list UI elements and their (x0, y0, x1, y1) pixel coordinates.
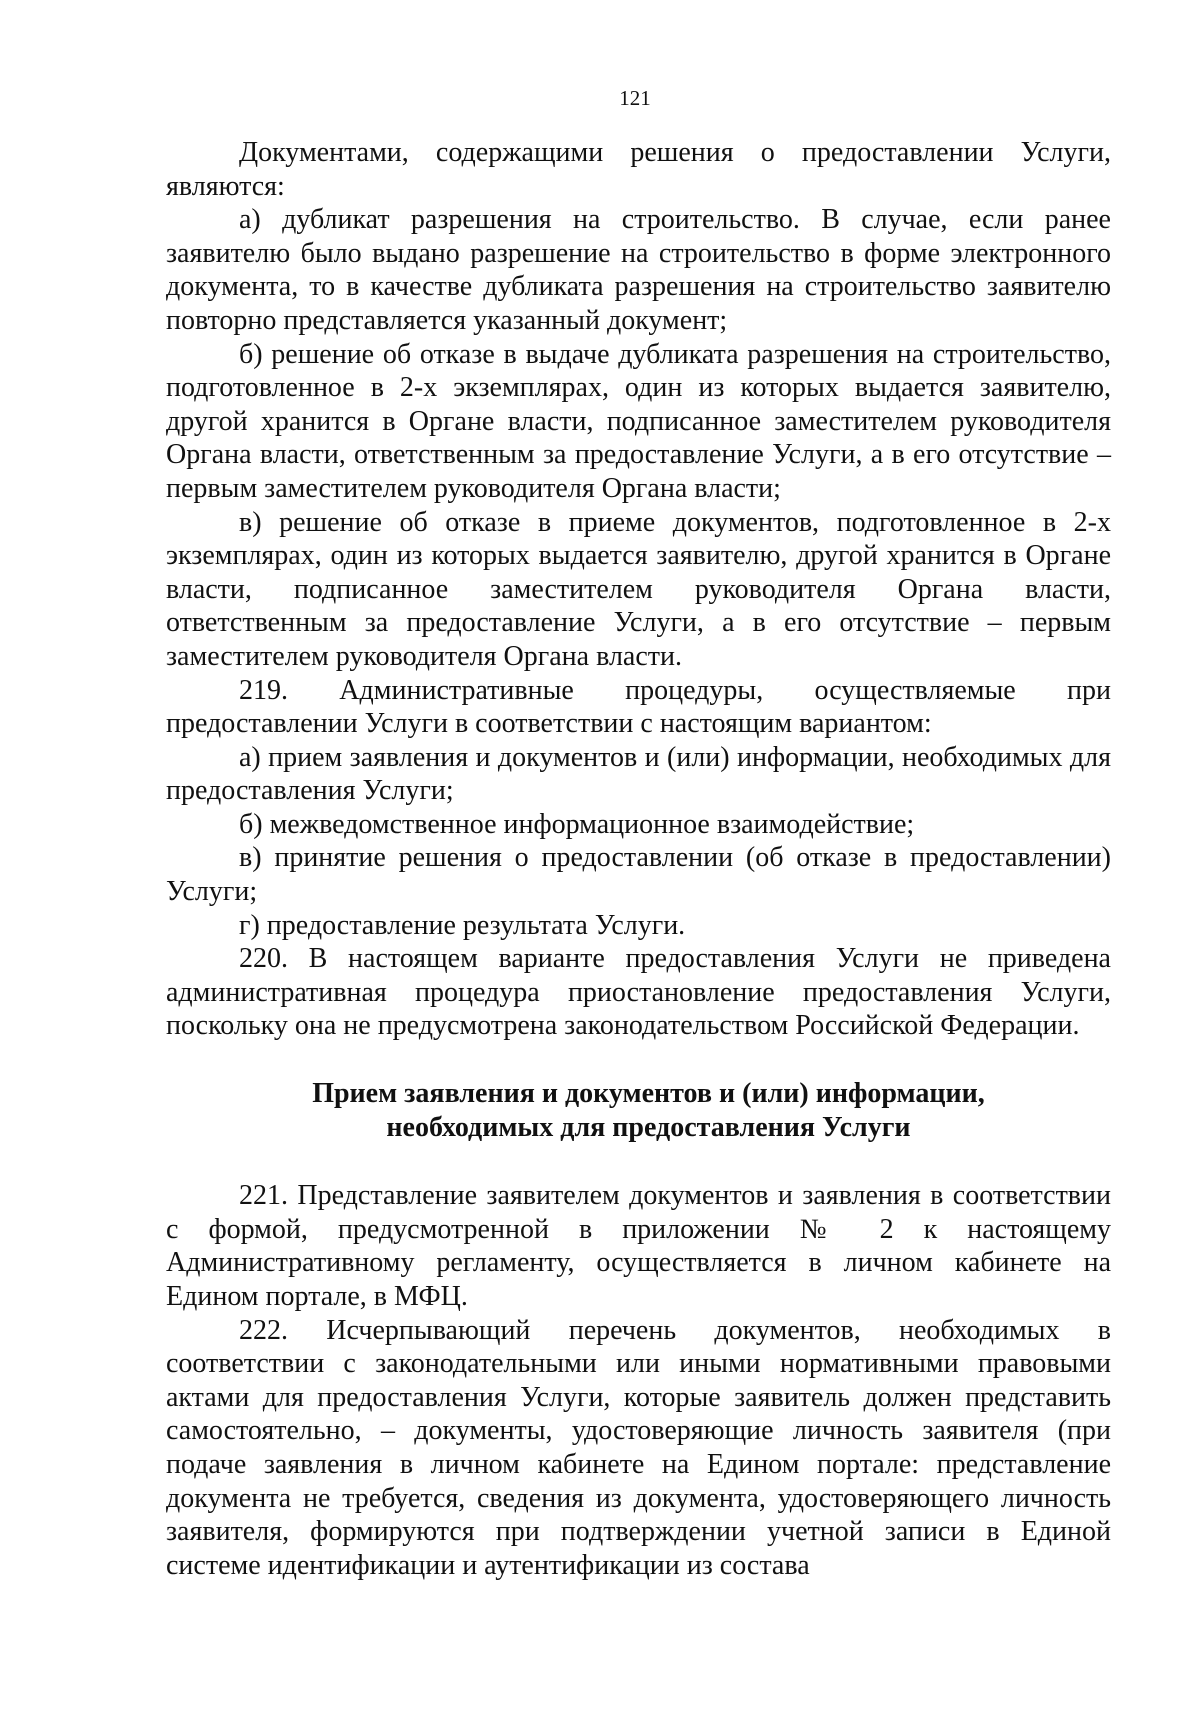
paragraph-219-b: б) межведомственное информационное взаимодействие; (239, 808, 915, 840)
paragraph-220: 220. В настоящем варианте предоставления Услуги не приведена административная процедура приостановление предоставления Услуги, поскольку она не предусмотрена законодательством Российской Федерации. (166, 943, 1111, 1042)
paragraph-222: 222. Исчерпывающий перечень документов, необходимых в соответствии с законодательными или иными нормативными правовыми актами для предоставления Услуги, которые заявитель должен представить самостоятельно, – документы, удостоверяющие личность заявителя (при подаче заявления в личном кабинете на Едином портале: представление документа не требуется, сведения из документа, удостоверяющего личность заявителя, формируются при подтверждении учетной записи в Единой системе идентификации и аутентификации из состава (166, 1314, 1111, 1581)
paragraph-219-v: в) принятие решения о предоставлении (об отказе в предоставлении) Услуги; (166, 842, 1111, 908)
paragraph-intro: Документами, содержащими решения о предоставлении Услуги, являются: (166, 137, 1111, 202)
paragraph-item-b: б) решение об отказе в выдаче дубликата разрешения на строительство, подготовленное в 2-х экземплярах, один из которых выдается заявителю, другой хранится в Органе власти, подписанное заместителем руководителя Органа власти, ответственным за предоставление Услуги, а в его отсутствие – первым заместителем руководителя Органа власти; (166, 338, 1111, 504)
paragraph-219-a: а) прием заявления и документов и (или) информации, необходимых для предоставления Услуги; (166, 741, 1111, 807)
section-heading-line-1: Прием заявления и документов и (или) информации, (312, 1078, 985, 1110)
section-heading (166, 1077, 1111, 1144)
paragraph-219: 219. Административные процедуры, осуществляемые при предоставлении Услуги в соответствии с настоящим вариантом: (166, 674, 1111, 740)
paragraph-item-a: а) дубликат разрешения на строительство. В случае, если ранее заявителю было выдано разрешение на строительство в форме электронного документа, то в качестве дубликата разрешения на строительство заявителю повторно представляется указанный документ; (166, 204, 1111, 336)
paragraph-221: 221. Представление заявителем документов и заявления в соответствии с формой, предусмотренной в приложении № 2 к настоящему Административному регламенту, осуществляется в личном кабинете на Едином портале, в МФЦ. (166, 1180, 1111, 1312)
page-number: 121 (619, 86, 651, 110)
section-heading-line-2: необходимых для предоставления Услуги (386, 1111, 911, 1143)
document-body (166, 136, 1111, 1582)
paragraph-item-v: в) решение об отказе в приеме документов, подготовленное в 2-х экземплярах, один из которых выдается заявителю, другой хранится в Органе власти, подписанное заместителем руководителя Органа власти, ответственным за предоставление Услуги, а в его отсутствие – первым заместителем руководителя Органа власти. (166, 506, 1111, 672)
paragraph-219-g: г) предоставление результата Услуги. (239, 909, 686, 941)
